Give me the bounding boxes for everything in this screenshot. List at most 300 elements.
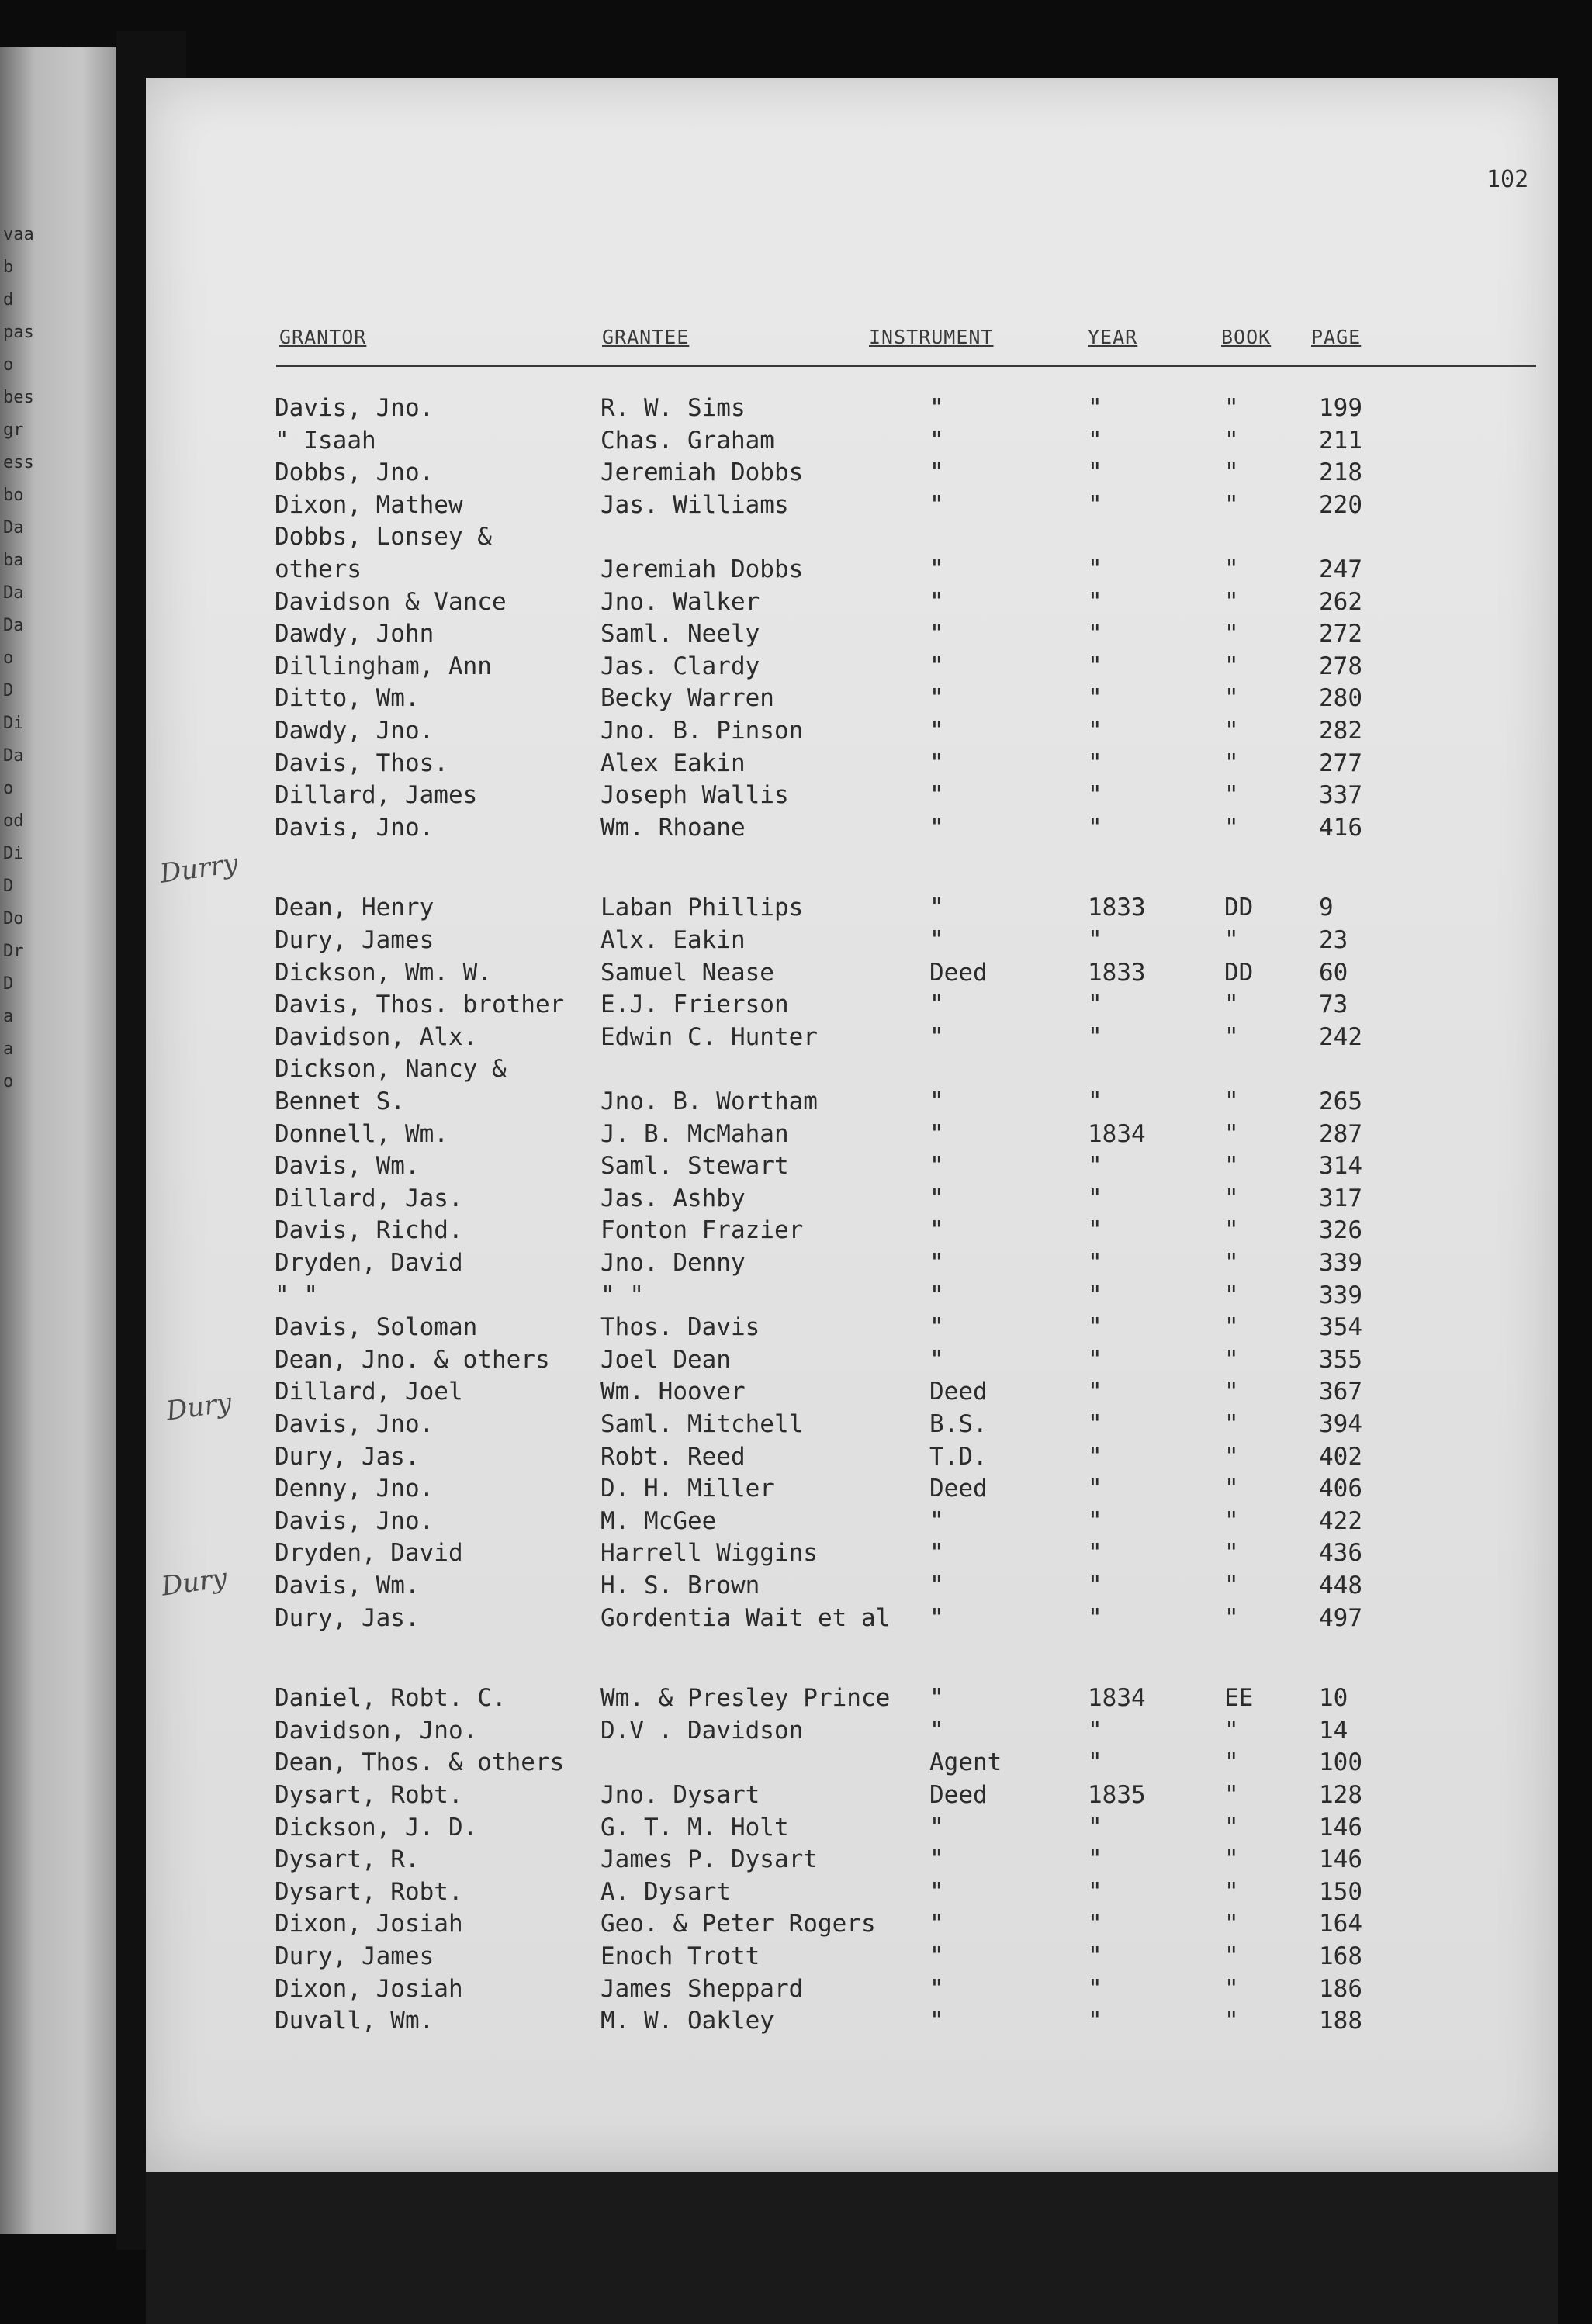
previous-page-text-fragment: D <box>3 681 14 700</box>
grantor-cell: Dawdy, John <box>275 620 434 648</box>
book-cell: " <box>1224 1022 1239 1051</box>
grantee-cell: Geo. & Peter Rogers <box>600 1910 876 1938</box>
page-cell: 100 <box>1319 1748 1362 1777</box>
year-cell: 1834 <box>1088 1119 1146 1148</box>
grantee-cell: R. W. Sims <box>600 394 746 422</box>
grantee-cell: Chas. Graham <box>600 426 774 455</box>
page-cell: 355 <box>1319 1345 1362 1374</box>
grantee-cell: M. McGee <box>600 1506 717 1535</box>
previous-page-text-fragment: od <box>3 811 24 831</box>
ledger-row <box>146 1443 1558 1475</box>
book-cell: " <box>1224 749 1239 777</box>
grantor-cell: Davis, Wm. <box>275 1572 420 1599</box>
book-cell: " <box>1224 1716 1239 1745</box>
grantee-cell: Jas. Williams <box>600 490 789 519</box>
page-cell: 277 <box>1319 749 1362 777</box>
book-cell: " <box>1224 813 1239 842</box>
instrument-cell: " <box>929 717 944 745</box>
year-cell: " <box>1088 620 1102 648</box>
ledger-row <box>146 1378 1558 1410</box>
grantor-cell: " Isaah <box>275 426 376 455</box>
ledger-row <box>146 1088 1558 1120</box>
grantor-cell: Davis, Jno. <box>275 1506 434 1535</box>
ledger-row <box>146 1684 1558 1717</box>
instrument-cell: " <box>929 1088 944 1115</box>
ledger-page <box>146 78 1558 2172</box>
instrument-cell: " <box>929 1572 944 1599</box>
instrument-cell: " <box>929 1345 944 1374</box>
book-cell: " <box>1224 1442 1239 1471</box>
grantor-cell: Dryden, David <box>275 1539 463 1568</box>
instrument-cell: " <box>929 749 944 777</box>
page-cell: 337 <box>1319 781 1362 810</box>
book-cell: " <box>1224 1345 1239 1374</box>
book-cell: " <box>1224 1119 1239 1148</box>
grantor-cell: others <box>275 555 362 583</box>
grantee-cell: Harrell Wiggins <box>600 1539 818 1568</box>
instrument-cell: " <box>929 1506 944 1535</box>
book-cell: " <box>1224 1603 1239 1632</box>
year-cell: " <box>1088 1603 1102 1632</box>
previous-page-text-fragment: bes <box>3 388 34 407</box>
grantor-cell: Bennet S. <box>275 1088 405 1115</box>
grantor-cell: Dysart, R. <box>275 1845 420 1874</box>
page-cell: 14 <box>1319 1716 1348 1745</box>
grantor-cell: Dixon, Josiah <box>275 1974 463 2003</box>
instrument-cell: " <box>929 926 944 954</box>
year-cell: " <box>1088 1152 1102 1181</box>
previous-page-text-fragment: a <box>3 1007 14 1026</box>
year-cell: " <box>1088 1378 1102 1406</box>
book-cell: " <box>1224 1942 1239 1970</box>
instrument-cell: " <box>929 1119 944 1148</box>
grantor-cell: Davidson, Alx. <box>275 1022 478 1051</box>
grantee-cell: Laban Phillips <box>600 894 804 922</box>
grantee-cell: Robt. Reed <box>600 1442 746 1471</box>
grantee-cell: Jno. Dysart <box>600 1781 760 1809</box>
header-grantee: GRANTEE <box>602 326 690 348</box>
grantor-cell: Davis, Wm. <box>275 1152 420 1181</box>
previous-page-text-fragment: o <box>3 355 14 375</box>
instrument-cell: " <box>929 1539 944 1568</box>
book-cell: " <box>1224 926 1239 954</box>
book-cell: " <box>1224 1572 1239 1599</box>
instrument-cell: " <box>929 426 944 455</box>
year-cell: " <box>1088 1716 1102 1745</box>
grantee-cell: Joel Dean <box>600 1345 731 1374</box>
grantor-cell: Dury, James <box>275 1942 434 1970</box>
margin-note: Dury <box>164 1387 234 1427</box>
instrument-cell: " <box>929 1313 944 1342</box>
instrument-cell: " <box>929 1281 944 1309</box>
page-cell: 280 <box>1319 684 1362 713</box>
page-cell: 402 <box>1319 1442 1362 1471</box>
ledger-row <box>146 814 1558 846</box>
previous-page-text-fragment: Dr <box>3 942 24 961</box>
year-cell: " <box>1088 426 1102 455</box>
grantee-cell: Jno. B. Wortham <box>600 1088 818 1115</box>
page-cell: 416 <box>1319 813 1362 842</box>
previous-page-edge <box>0 47 116 2234</box>
book-cell: " <box>1224 684 1239 713</box>
page-cell: 394 <box>1319 1410 1362 1438</box>
previous-page-text-fragment: Da <box>3 518 24 538</box>
year-cell: " <box>1088 1442 1102 1471</box>
instrument-cell: " <box>929 1845 944 1874</box>
ledger-row <box>146 926 1558 959</box>
page-cell: 73 <box>1319 991 1348 1019</box>
ledger-row <box>146 1346 1558 1378</box>
page-cell: 262 <box>1319 587 1362 616</box>
grantee-cell: Alx. Eakin <box>600 926 746 954</box>
ledger-row <box>146 1814 1558 1846</box>
ledger-row <box>146 1475 1558 1507</box>
year-cell: " <box>1088 1022 1102 1051</box>
instrument-cell: T.D. <box>929 1442 988 1471</box>
book-cell: " <box>1224 1748 1239 1777</box>
book-cell: EE <box>1224 1684 1254 1713</box>
ledger-row <box>146 652 1558 685</box>
year-cell: " <box>1088 717 1102 745</box>
grantee-cell: D. H. Miller <box>600 1475 774 1503</box>
grantee-cell: G. T. M. Holt <box>600 1813 789 1842</box>
book-cell: " <box>1224 587 1239 616</box>
ledger-row <box>146 491 1558 524</box>
column-headers <box>146 326 1558 357</box>
previous-page-text-fragment: ba <box>3 551 24 570</box>
book-cell: " <box>1224 1281 1239 1309</box>
grantor-cell: Dixon, Josiah <box>275 1910 463 1938</box>
grantor-cell: Davidson & Vance <box>275 587 507 616</box>
instrument-cell: " <box>929 1152 944 1181</box>
ledger-row <box>146 781 1558 814</box>
header-page: PAGE <box>1311 326 1362 348</box>
ledger-row <box>146 717 1558 749</box>
previous-page-text-fragment: bo <box>3 486 24 505</box>
year-cell: " <box>1088 1475 1102 1503</box>
grantee-cell: J. B. McMahan <box>600 1119 789 1148</box>
page-cell: 23 <box>1319 926 1348 954</box>
grantor-cell: Dysart, Robt. <box>275 1877 463 1906</box>
instrument-cell: B.S. <box>929 1410 988 1438</box>
year-cell: " <box>1088 1974 1102 2003</box>
page-cell: 287 <box>1319 1119 1362 1148</box>
year-cell: " <box>1088 1572 1102 1599</box>
year-cell: " <box>1088 1877 1102 1906</box>
grantor-cell: Dean, Jno. & others <box>275 1345 550 1374</box>
grantee-cell: Fonton Frazier <box>600 1216 804 1245</box>
ledger-row <box>146 1539 1558 1572</box>
instrument-cell: " <box>929 458 944 487</box>
ledger-row <box>146 1845 1558 1878</box>
grantor-cell: Dawdy, Jno. <box>275 717 434 745</box>
grantor-cell: " " <box>275 1281 318 1309</box>
year-cell: " <box>1088 458 1102 487</box>
instrument-cell: " <box>929 1184 944 1212</box>
ledger-row <box>146 588 1558 621</box>
grantee-cell: E.J. Frierson <box>600 991 789 1019</box>
grantor-cell: Donnell, Wm. <box>275 1119 448 1148</box>
grantee-cell: Jeremiah Dobbs <box>600 458 804 487</box>
ledger-row <box>146 991 1558 1023</box>
grantee-cell: H. S. Brown <box>600 1572 760 1599</box>
grantor-cell: Davis, Jno. <box>275 813 434 842</box>
grantee-cell: A. Dysart <box>600 1877 731 1906</box>
grantor-cell: Davis, Soloman <box>275 1313 478 1342</box>
grantor-cell: Dillard, James <box>275 781 478 810</box>
instrument-cell: " <box>929 555 944 583</box>
ledger-row <box>146 1910 1558 1942</box>
year-cell: 1833 <box>1088 958 1146 987</box>
page-cell: 367 <box>1319 1378 1362 1406</box>
instrument-cell: Deed <box>929 958 988 987</box>
book-cell: " <box>1224 426 1239 455</box>
page-cell: 339 <box>1319 1281 1362 1309</box>
instrument-cell: " <box>929 1877 944 1906</box>
grantor-cell: Dean, Henry <box>275 894 434 922</box>
grantee-cell: Becky Warren <box>600 684 774 713</box>
ledger-row <box>146 1184 1558 1217</box>
grantor-cell: Dury, Jas. <box>275 1603 420 1632</box>
grantor-cell: Daniel, Robt. C. <box>275 1684 507 1713</box>
instrument-cell: Deed <box>929 1378 988 1406</box>
instrument-cell: " <box>929 1249 944 1277</box>
grantee-cell: Jno. Walker <box>600 587 760 616</box>
book-cell: " <box>1224 1877 1239 1906</box>
margin-note: Dury <box>159 1562 229 1603</box>
year-cell: " <box>1088 1249 1102 1277</box>
page-cell: 188 <box>1319 2007 1362 2035</box>
year-cell: " <box>1088 991 1102 1019</box>
header-year: YEAR <box>1088 326 1138 348</box>
instrument-cell: " <box>929 1684 944 1713</box>
grantee-cell: James Sheppard <box>600 1974 804 2003</box>
ledger-row <box>146 684 1558 717</box>
previous-page-text-fragment: Da <box>3 583 24 603</box>
page-cell: 242 <box>1319 1022 1362 1051</box>
margin-note: Durry <box>157 848 241 890</box>
grantee-cell: " " <box>600 1281 644 1309</box>
book-cell: " <box>1224 1910 1239 1938</box>
page-cell: 146 <box>1319 1845 1362 1874</box>
year-cell: " <box>1088 1184 1102 1212</box>
grantor-cell: Dobbs, Lonsey & <box>275 523 492 552</box>
instrument-cell: " <box>929 490 944 519</box>
year-cell: " <box>1088 652 1102 680</box>
instrument-cell: " <box>929 894 944 922</box>
grantor-cell: Davis, Jno. <box>275 394 434 422</box>
year-cell: " <box>1088 1845 1102 1874</box>
page-cell: 339 <box>1319 1249 1362 1277</box>
ledger-row <box>146 749 1558 782</box>
grantor-cell: Davis, Richd. <box>275 1216 463 1245</box>
page-cell: 436 <box>1319 1539 1362 1568</box>
grantor-cell: Davidson, Jno. <box>275 1716 478 1745</box>
book-cell: " <box>1224 1475 1239 1503</box>
ledger-row <box>146 959 1558 991</box>
book-cell: " <box>1224 620 1239 648</box>
ledger-row <box>146 894 1558 926</box>
instrument-cell: " <box>929 991 944 1019</box>
grantor-cell: Ditto, Wm. <box>275 684 420 713</box>
ledger-row <box>146 1055 1558 1088</box>
ledger-row <box>146 1281 1558 1314</box>
book-cell: DD <box>1224 958 1254 987</box>
instrument-cell: " <box>929 2007 944 2035</box>
book-cell: " <box>1224 1506 1239 1535</box>
previous-page-text-fragment: D <box>3 877 14 896</box>
page-cell: 211 <box>1319 426 1362 455</box>
ledger-row <box>146 523 1558 555</box>
book-cell: " <box>1224 458 1239 487</box>
page-cell: 168 <box>1319 1942 1362 1970</box>
ledger-row <box>146 1216 1558 1249</box>
year-cell: " <box>1088 1813 1102 1842</box>
instrument-cell: " <box>929 813 944 842</box>
page-cell: 247 <box>1319 555 1362 583</box>
grantee-cell: M. W. Oakley <box>600 2007 774 2035</box>
instrument-cell: " <box>929 1022 944 1051</box>
grantor-cell: Denny, Jno. <box>275 1475 434 1503</box>
instrument-cell: " <box>929 1974 944 2003</box>
ledger-row <box>146 394 1558 427</box>
ledger-row <box>146 2007 1558 2039</box>
page-cell: 422 <box>1319 1506 1362 1535</box>
book-cell: DD <box>1224 894 1254 922</box>
header-rule <box>276 365 1536 367</box>
year-cell: " <box>1088 1539 1102 1568</box>
grantee-cell: Samuel Nease <box>600 958 774 987</box>
instrument-cell: " <box>929 1813 944 1842</box>
book-cell: " <box>1224 1184 1239 1212</box>
grantor-cell: Dillard, Joel <box>275 1378 463 1406</box>
previous-page-text-fragment: o <box>3 648 14 668</box>
ledger-row <box>146 1781 1558 1814</box>
year-cell: " <box>1088 1506 1102 1535</box>
grantee-cell: Edwin C. Hunter <box>600 1022 818 1051</box>
grantor-cell: Davis, Jno. <box>275 1410 434 1438</box>
year-cell: 1834 <box>1088 1684 1146 1713</box>
previous-page-text-fragment: ess <box>3 453 34 472</box>
ledger-row <box>146 620 1558 652</box>
previous-page-text-fragment: b <box>3 258 14 277</box>
grantor-cell: Davis, Thos. brother <box>275 991 565 1019</box>
page-cell: 220 <box>1319 490 1362 519</box>
grantee-cell: Joseph Wallis <box>600 781 789 810</box>
page-cell: 448 <box>1319 1572 1362 1599</box>
instrument-cell: Deed <box>929 1781 988 1809</box>
book-cell: " <box>1224 781 1239 810</box>
book-cell: " <box>1224 1088 1239 1115</box>
grantee-cell: Enoch Trott <box>600 1942 760 1970</box>
book-cell: " <box>1224 490 1239 519</box>
book-cell: " <box>1224 1410 1239 1438</box>
year-cell: " <box>1088 781 1102 810</box>
page-cell: 278 <box>1319 652 1362 680</box>
instrument-cell: " <box>929 620 944 648</box>
book-cell: " <box>1224 555 1239 583</box>
previous-page-text-fragment: Di <box>3 714 24 733</box>
page-cell: 282 <box>1319 717 1362 745</box>
instrument-cell: Deed <box>929 1475 988 1503</box>
grantor-cell: Dixon, Mathew <box>275 490 463 519</box>
grantee-cell: Jno. Denny <box>600 1249 746 1277</box>
previous-page-text-fragment: Di <box>3 844 24 863</box>
grantee-cell: D.V . Davidson <box>600 1716 804 1745</box>
instrument-cell: " <box>929 1942 944 1970</box>
ledger-row <box>146 1410 1558 1443</box>
year-cell: " <box>1088 490 1102 519</box>
year-cell: " <box>1088 1410 1102 1438</box>
page-number: 102 <box>1486 166 1529 193</box>
ledger-row <box>146 1152 1558 1184</box>
grantor-cell: Davis, Thos. <box>275 749 448 777</box>
year-cell: " <box>1088 813 1102 842</box>
grantor-cell: Duvall, Wm. <box>275 2007 434 2035</box>
ledger-row <box>146 1249 1558 1281</box>
year-cell: " <box>1088 1345 1102 1374</box>
ledger-row <box>146 458 1558 491</box>
year-cell: " <box>1088 926 1102 954</box>
grantee-cell: Wm. & Presley Prince <box>600 1684 891 1713</box>
instrument-cell: " <box>929 1716 944 1745</box>
book-cell: " <box>1224 652 1239 680</box>
page-cell: 199 <box>1319 394 1362 422</box>
previous-page-text-fragment: d <box>3 290 14 310</box>
instrument-cell: " <box>929 652 944 680</box>
previous-page-text-fragment: vaa <box>3 225 34 244</box>
scan-bottom-edge <box>146 2172 1558 2324</box>
book-cell: " <box>1224 1539 1239 1568</box>
grantee-cell: Saml. Stewart <box>600 1152 789 1181</box>
instrument-cell: " <box>929 1216 944 1245</box>
ledger-row <box>146 555 1558 588</box>
ledger-row <box>146 1023 1558 1056</box>
ledger-row <box>146 1748 1558 1781</box>
grantor-cell: Dean, Thos. & others <box>275 1748 565 1777</box>
page-cell: 317 <box>1319 1184 1362 1212</box>
page-cell: 146 <box>1319 1813 1362 1842</box>
header-grantor: GRANTOR <box>279 326 367 348</box>
grantee-cell: Jno. B. Pinson <box>600 717 804 745</box>
year-cell: " <box>1088 1088 1102 1115</box>
book-cell: " <box>1224 1249 1239 1277</box>
instrument-cell: " <box>929 587 944 616</box>
grantor-cell: Dobbs, Jno. <box>275 458 434 487</box>
year-cell: " <box>1088 1942 1102 1970</box>
book-cell: " <box>1224 1152 1239 1181</box>
page-cell: 128 <box>1319 1781 1362 1809</box>
page-cell: 218 <box>1319 458 1362 487</box>
instrument-cell: " <box>929 684 944 713</box>
instrument-cell: " <box>929 394 944 422</box>
year-cell: " <box>1088 1216 1102 1245</box>
grantor-cell: Dickson, J. D. <box>275 1813 478 1842</box>
grantee-cell: Thos. Davis <box>600 1313 760 1342</box>
grantor-cell: Dury, James <box>275 926 434 954</box>
ledger-row <box>146 1604 1558 1637</box>
instrument-cell: " <box>929 781 944 810</box>
grantee-cell: Jas. Ashby <box>600 1184 746 1212</box>
ledger-row <box>146 1507 1558 1540</box>
page-cell: 314 <box>1319 1152 1362 1181</box>
year-cell: " <box>1088 2007 1102 2035</box>
ledger-row <box>146 1313 1558 1346</box>
book-cell: " <box>1224 1845 1239 1874</box>
grantor-cell: Dickson, Nancy & <box>275 1055 507 1084</box>
page-cell: 406 <box>1319 1475 1362 1503</box>
grantee-cell: Alex Eakin <box>600 749 746 777</box>
